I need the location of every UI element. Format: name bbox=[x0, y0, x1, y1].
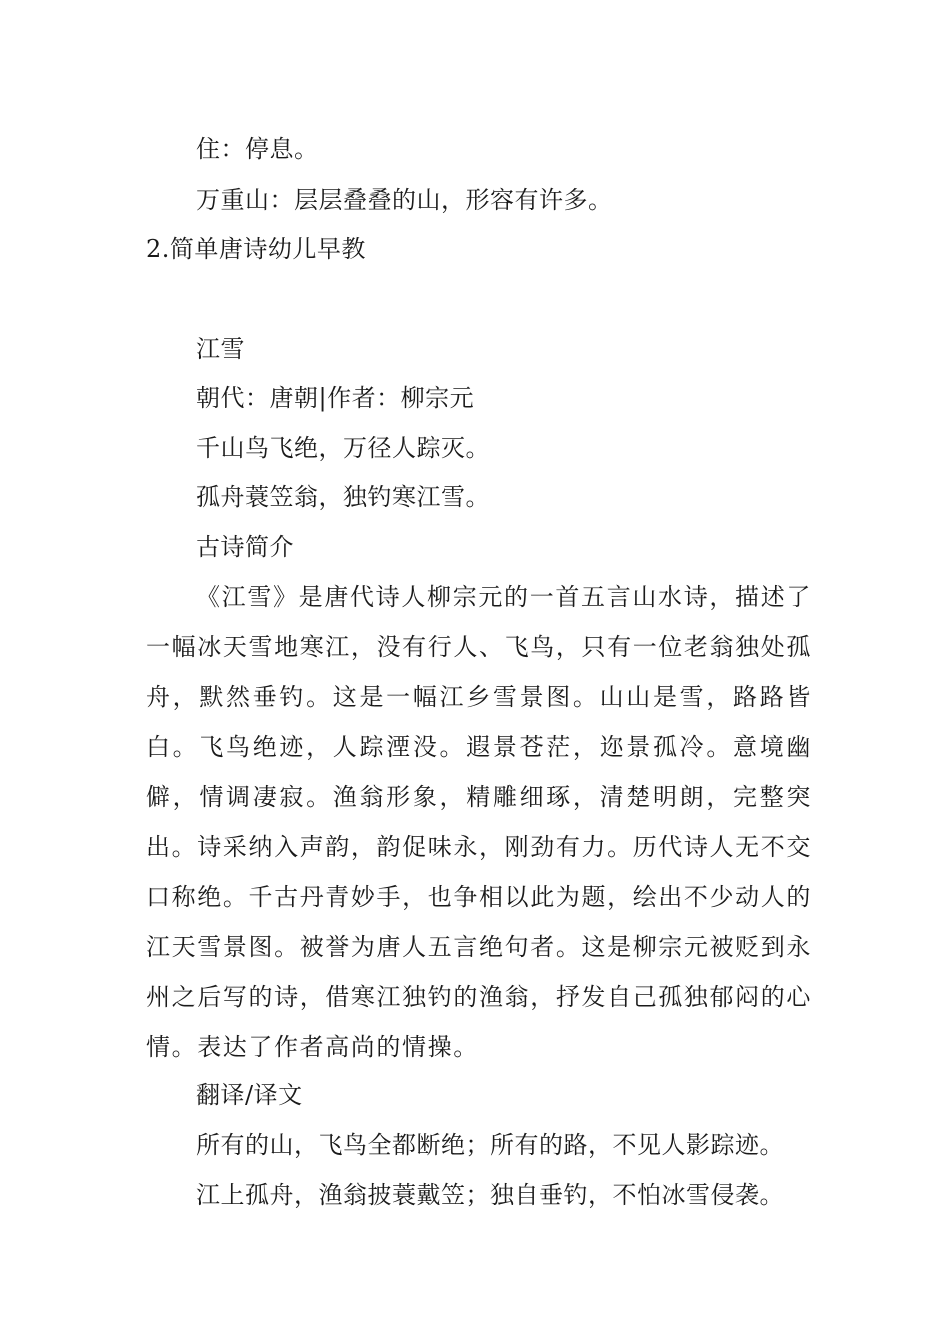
translation-line-2: 江上孤舟，渔翁披蓑戴笠；独自垂钓，不怕冰雪侵袭。 bbox=[196, 1181, 784, 1209]
poem-line-1: 千山鸟飞绝，万径人踪灭。 bbox=[196, 434, 490, 462]
note-zhu: 住：停息。 bbox=[196, 135, 319, 163]
section-heading: 2.简单唐诗幼儿早教 bbox=[146, 235, 366, 263]
note-wan-chong-shan: 万重山：层层叠叠的山，形容有许多。 bbox=[196, 186, 613, 214]
translation-line-1: 所有的山，飞鸟全都断绝；所有的路，不见人影踪迹。 bbox=[196, 1131, 784, 1159]
poem-title: 江雪 bbox=[196, 335, 245, 363]
translation-heading: 翻译/译文 bbox=[196, 1081, 303, 1109]
poem-meta: 朝代：唐朝|作者：柳宗元 bbox=[196, 384, 475, 412]
poem-line-2: 孤舟蓑笠翁，独钓寒江雪。 bbox=[196, 483, 490, 511]
intro-heading: 古诗简介 bbox=[196, 533, 294, 561]
intro-body: 《江雪》是唐代诗人柳宗元的一首五言山水诗，描述了一幅冰天雪地寒江，没有行人、飞鸟，只有一位老翁独处孤舟，默然垂钓。这是一幅江乡雪景图。山山是雪，路路皆白。飞鸟绝迹，人踪湮没。遐景苍茫，迩景孤冷。意境幽僻，情调凄寂。渔翁形象，精雕细琢，清楚明朗，完整突出。诗采纳入声韵，韵促味永，刚劲有力。历代诗人无不交口称绝。千古丹青妙手，也争相以此为题，绘出不少动人的江天雪景图。被誉为唐人五言绝句者。这是柳宗元被贬到永州之后写的诗，借寒江独钓的渔翁，抒发自己孤独郁闷的心情。表达了作者高尚的情操。 bbox=[146, 583, 812, 1061]
